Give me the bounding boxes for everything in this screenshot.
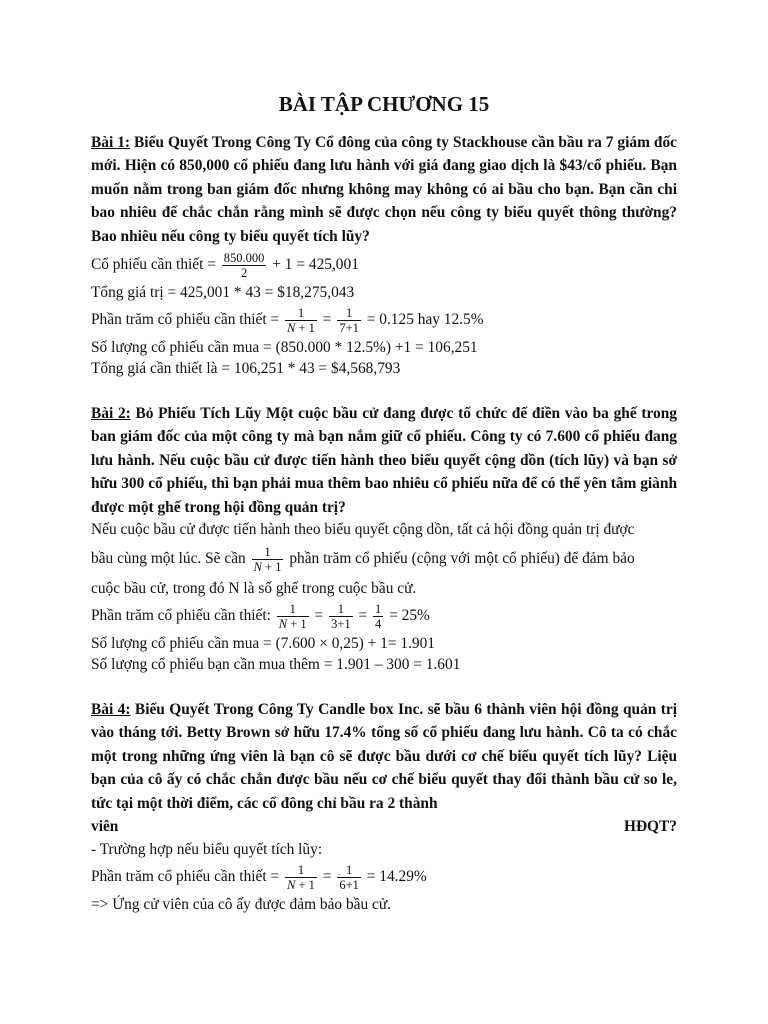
text: + 1 bbox=[295, 321, 315, 336]
text: Phần trăm cổ phiếu cần thiết: bbox=[91, 607, 275, 625]
fraction-denominator bbox=[277, 617, 309, 631]
exercise-1-line-4: Số lượng cổ phiếu cần mua = (850.000 * 12.5%) +1 = 106,251 bbox=[91, 339, 478, 357]
fraction bbox=[337, 306, 361, 335]
fraction-denominator: 2 bbox=[240, 266, 248, 281]
fraction-numerator: 1 bbox=[329, 602, 353, 617]
spacer bbox=[91, 379, 677, 402]
text: = 25% bbox=[385, 607, 430, 625]
exercise-4-text-last-line: viên HĐQT? bbox=[91, 818, 677, 836]
text: + 1 = 425,001 bbox=[268, 256, 359, 274]
text: cuộc bầu cử, trong đó N là số ghế trong cuộc bầu cử. bbox=[91, 580, 417, 598]
variable-n: N bbox=[278, 617, 288, 632]
fraction-numerator: 1 bbox=[375, 602, 382, 617]
text: = bbox=[318, 311, 336, 329]
exercise-2-paragraph-1: Nếu cuộc bầu cử được tiến hành theo biểu quyết cộng dồn, tất cả hội đồng quản trị được bbox=[91, 521, 635, 539]
fraction bbox=[285, 306, 317, 335]
fraction-denominator bbox=[285, 878, 317, 892]
fraction-numerator: 1 bbox=[252, 545, 284, 560]
fraction-denominator: 6+1 bbox=[339, 877, 359, 892]
exercise-4-question bbox=[91, 698, 677, 838]
variable-n: N bbox=[287, 877, 296, 892]
text: Phần trăm cổ phiếu cần thiết = bbox=[91, 867, 284, 885]
fraction-denominator: 7+1 bbox=[339, 321, 359, 336]
text: Cổ phiếu cần thiết = bbox=[91, 256, 220, 274]
exercise-2-paragraph-2 bbox=[91, 540, 677, 578]
text: = bbox=[310, 607, 328, 625]
fraction bbox=[252, 545, 284, 574]
exercise-4-line-3: => Ứng cử viên của cô ấy được đảm bảo bầu cử. bbox=[91, 895, 392, 913]
text: = 0.125 hay 12.5% bbox=[362, 311, 484, 329]
text: = bbox=[318, 867, 336, 885]
exercise-2-line-3: Số lượng cổ phiếu bạn cần mua thêm = 1.901 – 300 = 1.601 bbox=[91, 656, 461, 674]
exercise-4-line-2 bbox=[91, 860, 677, 894]
variable-n: N bbox=[287, 321, 296, 336]
exercise-2-label: Bài 2: bbox=[91, 405, 131, 423]
fraction-numerator: 1 bbox=[337, 863, 361, 878]
fraction-numerator: 1 bbox=[285, 863, 317, 878]
text: bầu cùng một lúc. Sẽ cần bbox=[91, 550, 250, 568]
spacer bbox=[91, 675, 677, 698]
variable-n: N bbox=[253, 560, 262, 575]
exercise-1-text: Biểu Quyết Trong Công Ty Cổ đông của công ty Stackhouse cần bầu ra 7 giám đốc mới. Hiện có 850,000 cổ phiếu đang lưu hành với giá đang giao dịch là $43/cổ phiếu. Bạn muốn nằm trong ban giám đốc nhưng không may không có ai bầu cho bạn. Bạn cần chi bao nhiêu để chắc chắn rằng mình sẽ được chọn nếu công ty biểu quyết thông thường? Bao nhiêu nếu công ty biểu quyết tích lũy? bbox=[91, 134, 677, 245]
text: = bbox=[354, 607, 372, 625]
exercise-2-paragraph-3 bbox=[91, 578, 677, 599]
exercise-4-line-1: - Trường hợp nếu biểu quyết tích lũy: bbox=[91, 840, 323, 858]
fraction bbox=[222, 251, 267, 280]
exercise-2-line-1 bbox=[91, 599, 677, 633]
text: Phần trăm cổ phiếu cần thiết = bbox=[91, 311, 284, 329]
exercise-1-label: Bài 1: bbox=[91, 134, 131, 151]
fraction bbox=[337, 863, 361, 892]
exercise-2-text: Bỏ Phiếu Tích Lũy Một cuộc bầu cử đang được tổ chức để điền vào ba ghế trong ban giám đốc của một công ty mà bạn nắm giữ cổ phiếu. Công ty có 7.600 cổ phiếu đang lưu hành. Nếu cuộc bầu cử được tiến hành theo biểu quyết cộng dồn (tích lũy) và bạn sở hữu 300 cổ phiếu, thì bạn phải mua thêm bao nhiêu cổ phiếu nữa để có thể yên tâm giành được một ghế trong hội đồng quản trị? bbox=[91, 405, 677, 516]
fraction bbox=[285, 863, 317, 892]
text: = 14.29% bbox=[362, 867, 427, 885]
document-title: BÀI TẬP CHƯƠNG 15 bbox=[278, 92, 490, 116]
text: + 1 bbox=[261, 560, 282, 575]
fraction-denominator: 3+1 bbox=[331, 617, 351, 632]
text: + 1 bbox=[295, 877, 315, 892]
fraction-denominator bbox=[285, 321, 317, 335]
fraction bbox=[373, 602, 383, 631]
exercise-1-line-5: Tổng giá cần thiết là = 106,251 * 43 = $4,568,793 bbox=[91, 360, 401, 378]
exercise-2-line-2: Số lượng cổ phiếu cần mua = (7.600 × 0,25) + 1= 1.901 bbox=[91, 635, 436, 653]
exercise-1-question bbox=[91, 131, 677, 248]
exercise-1-line-2: Tổng giá trị = 425,001 * 43 = $18,275,043 bbox=[91, 284, 355, 302]
exercise-1-line-3 bbox=[91, 303, 677, 337]
fraction-numerator: 1 bbox=[337, 306, 361, 321]
fraction-denominator bbox=[252, 560, 284, 574]
fraction-denominator: 4 bbox=[375, 617, 382, 632]
text: phần trăm cổ phiếu (cộng với một cổ phiếu) để đảm bảo bbox=[285, 550, 635, 568]
exercise-4-text: Biểu Quyết Trong Công Ty Candle box Inc. sẽ bầu 6 thành viên hội đồng quản trị vào tháng tới. Betty Brown sở hữu 17.4% tổng số cổ phiếu đang lưu hành. Cô ta có chắc một trong những ứng viên là bạn cô sẽ được bầu dưới cơ chế biểu quyết tích lũy? Liệu bạn của cô ấy có chắc chắn được bầu nếu cơ chế biểu quyết thay đổi thành bầu cử so le, tức tại một thời điểm, các cổ đông chỉ bầu ra 2 thành bbox=[91, 701, 678, 812]
fraction bbox=[277, 602, 309, 631]
exercise-2-question bbox=[91, 402, 677, 519]
exercise-1-line-1 bbox=[91, 248, 677, 282]
exercise-4-label: Bài 4: bbox=[91, 701, 131, 719]
fraction bbox=[329, 602, 353, 631]
fraction-numerator: 850.000 bbox=[223, 251, 265, 266]
text: + 1 bbox=[287, 617, 307, 632]
fraction-numerator: 1 bbox=[285, 306, 317, 321]
fraction-numerator: 1 bbox=[277, 602, 309, 617]
